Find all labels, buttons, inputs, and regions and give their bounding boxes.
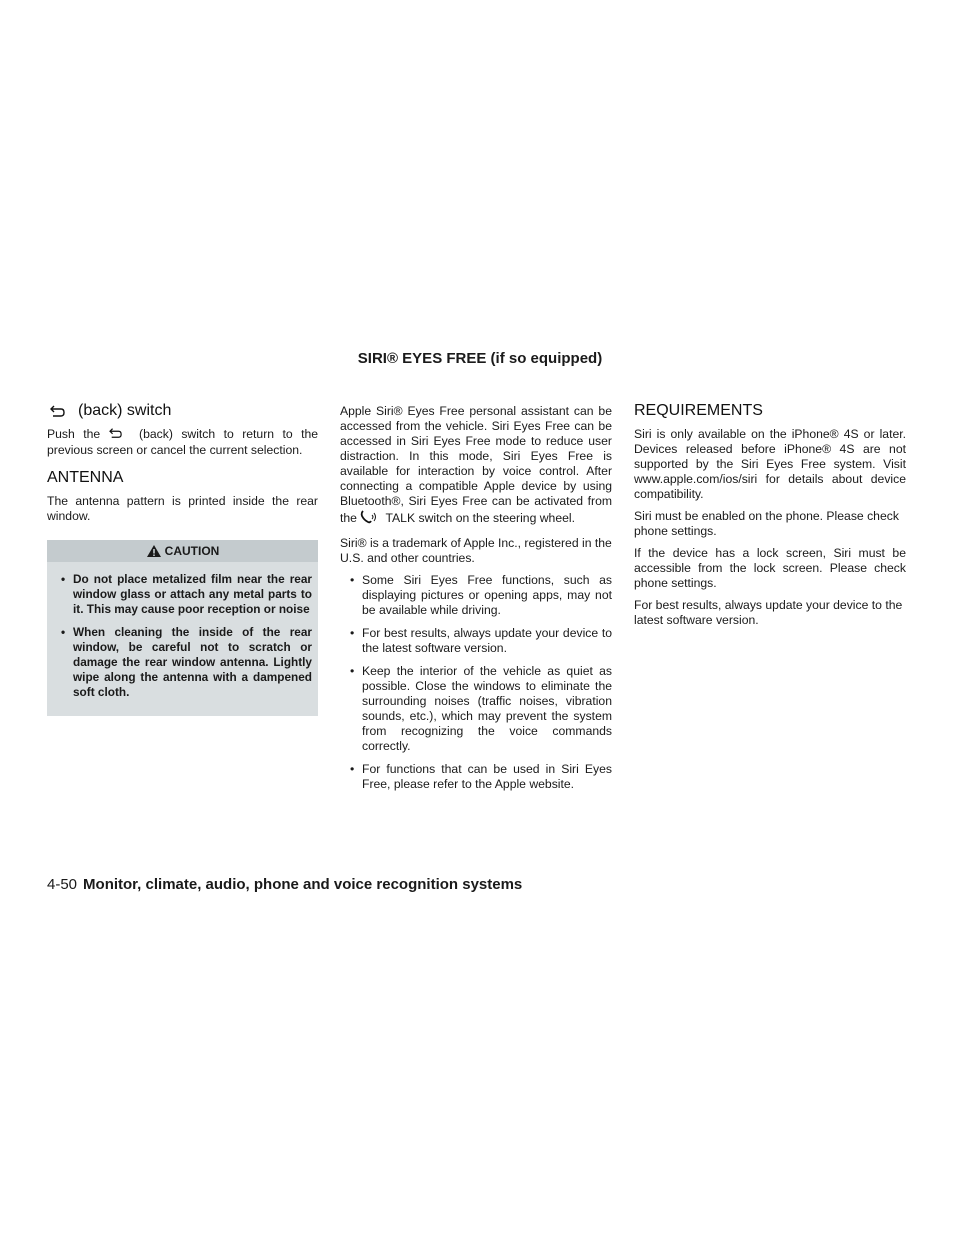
siri-bullet-list [340,573,612,792]
requirements-paragraph: If the device has a lock screen, Siri must be accessible from the lock screen. Please check phone settings. [634,546,906,590]
page-footer [47,876,522,893]
caution-triangle-icon [146,544,162,558]
back-arrow-icon [50,404,66,418]
caution-list [47,572,318,700]
caution-item: • Do not place metalized film near the rear window glass or attach any metal parts to it. This may cause poor reception or noise [61,572,312,617]
caution-box [47,540,318,716]
siri-intro-paragraph: Apple Siri® Eyes Free personal assistant can be accessed from the vehicle. Siri Eyes Free can be accessed in Siri Eyes Free mode to reduce user distraction. In this mode, Siri Eyes Free is available for interaction by voice control. After connecting a compatible Apple device by using Bluetooth®, Siri Eyes Free can be activated from the TALK switch on the steering wheel. [340,404,612,529]
page-number: 4-50 [47,876,78,893]
list-item: • Some Siri Eyes Free functions, such as displaying pictures or opening apps, may not be available while driving. [350,573,612,618]
back-switch-heading [50,401,318,421]
back-arrow-icon [109,427,123,439]
talk-icon-inline [360,509,382,529]
requirements-paragraph: For best results, always update your device to the latest software version. [634,598,903,627]
list-item: • For functions that can be used in Siri Eyes Free, please refer to the Apple website. [350,762,612,792]
column-left [47,401,318,716]
antenna-heading: ANTENNA [47,469,124,486]
caution-label: CAUTION [164,543,220,558]
chapter-title: Monitor, climate, audio, phone and voice recognition systems [83,876,523,893]
column-right [634,401,906,635]
requirements-paragraph: Siri must be enabled on the phone. Please check phone settings. [634,509,899,538]
back-arrow-inline [109,427,131,443]
requirements-paragraph: Siri is only available on the iPhone® 4S or later. Devices released before iPhone® 4S are not supported by the Siri Eyes Free system. Visit www.apple.com/ios/siri for details about device compatibility. [634,427,906,501]
column-middle [340,404,612,800]
section-title: SIRI® EYES FREE (if so equipped) [357,350,603,367]
list-item: • Keep the interior of the vehicle as quiet as possible. Close the windows to eliminate the surrounding noises (traffic noises, vibration sounds, etc.), which may prevent the system from recognizing the voice commands correctly. [350,664,612,754]
phone-talk-icon [360,509,378,525]
siri-trademark: Siri® is a trademark of Apple Inc., registered in the U.S. and other countries. [340,536,612,565]
antenna-text: The antenna pattern is printed inside the rear window. [47,494,318,523]
back-switch-heading-text: (back) switch [78,402,172,419]
caution-header [47,540,318,562]
back-switch-text: Push the (back) switch to return to the previous screen or cancel the current selection. [47,427,319,457]
caution-item: • When cleaning the inside of the rear window, be careful not to scratch or damage the rear window antenna. Lightly wipe along the antenna with a dampened soft cloth. [61,625,312,700]
list-item: • For best results, always update your device to the latest software version. [350,626,612,656]
requirements-heading: REQUIREMENTS [634,402,763,419]
